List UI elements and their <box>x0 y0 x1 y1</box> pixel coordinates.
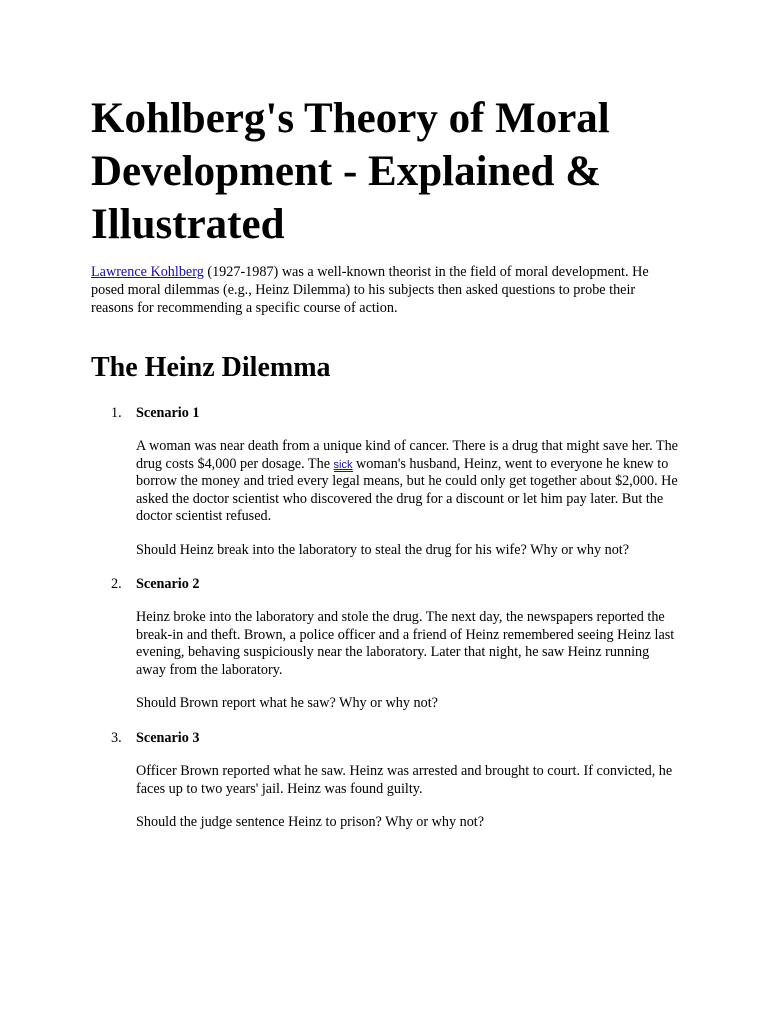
intro-text: (1927-1987) was a well-known theorist in the field of moral development. He posed moral dilemmas (e.g., Heinz Dilemma) to his subjects then asked questions to probe their reasons for recommending a specific course of action. <box>91 264 649 316</box>
sick-link[interactable]: sick <box>333 458 353 471</box>
page-title: Kohlberg's Theory of Moral Development - Explained & Illustrated <box>91 95 610 248</box>
scenario-story: Officer Brown reported what he saw. Heinz was arrested and brought to court. If convicted, he faces up to two years' jail. Heinz was found guilty. <box>136 763 673 797</box>
scenario-story: Heinz broke into the laboratory and stole the drug. The next day, the newspapers reported the break-in and theft. Brown, a police officer and a friend of Heinz remembered seeing Heinz last evening, behaving suspiciously near the laboratory. Later that night, he saw Heinz running away from the laboratory. <box>136 609 675 678</box>
kohlberg-link[interactable]: Lawrence Kohlberg <box>91 264 204 280</box>
scenario-title: Scenario 2 <box>136 576 200 592</box>
scenario-number: 2. <box>111 576 122 592</box>
section-heading: The Heinz Dilemma <box>91 352 331 383</box>
scenario-story: A woman was near death from a unique kind of cancer. There is a drug that might save her. The drug costs $4,000 per dosage. The sick woman's husband, Heinz, went to everyone he knew to borrow the money and tried every legal means, but he could only get together about $2,000. He asked the doctor scientist who discovered the drug for a discount or let him pay later. But the doctor scientist refused. <box>136 438 678 524</box>
scenario-title: Scenario 3 <box>136 730 200 746</box>
scenario-number: 3. <box>111 730 122 746</box>
scenario-question: Should Brown report what he saw? Why or why not? <box>136 695 438 711</box>
intro-paragraph <box>91 263 681 317</box>
scenario-question: Should Heinz break into the laboratory to steal the drug for his wife? Why or why not? <box>136 542 630 558</box>
scenario-number: 1. <box>111 405 122 421</box>
scenario-title: Scenario 1 <box>136 405 200 421</box>
scenario-question: Should the judge sentence Heinz to prison? Why or why not? <box>136 814 485 830</box>
